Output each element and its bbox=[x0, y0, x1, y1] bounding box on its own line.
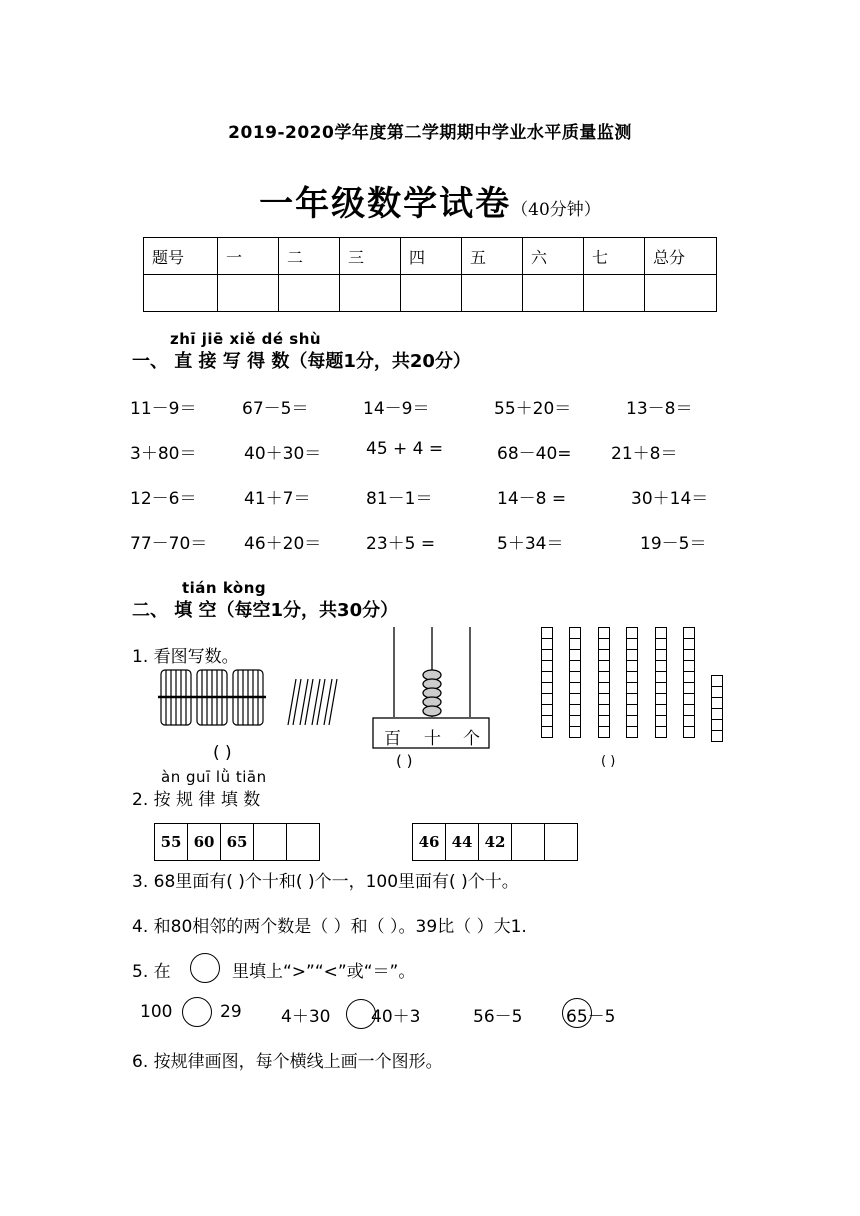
score-blank-row bbox=[144, 275, 717, 312]
score-cell[interactable] bbox=[340, 275, 401, 312]
score-table bbox=[143, 237, 717, 312]
calc-item: 81－1＝ bbox=[366, 489, 433, 509]
calc-item: 45 + 4 = bbox=[366, 439, 444, 459]
calc-item: 11－9＝ bbox=[130, 399, 197, 419]
tens-column-icon bbox=[569, 628, 581, 738]
abacus-beads-icon bbox=[423, 670, 441, 716]
q6-text: 6. 按规律画图，每个横线上画一个图形。 bbox=[132, 1052, 443, 1072]
sequence-row-1 bbox=[155, 823, 320, 861]
calc-item: 14－9＝ bbox=[363, 399, 430, 419]
calc-item: 77－70＝ bbox=[130, 534, 208, 554]
tens-column-icon bbox=[683, 628, 695, 738]
exam-header: 2019-2020学年度第二学期期中学业水平质量监测 bbox=[228, 123, 632, 143]
compare-circle-icon bbox=[190, 953, 220, 983]
sequence-row-2 bbox=[413, 823, 578, 861]
sequence-cell: 60 bbox=[187, 823, 221, 861]
answer-blank-abacus[interactable]: ( ) bbox=[396, 752, 413, 770]
score-cell[interactable] bbox=[584, 275, 645, 312]
compare-value: 4＋30 bbox=[281, 1007, 331, 1027]
score-label-row bbox=[144, 238, 717, 275]
calc-item: 67－5＝ bbox=[242, 399, 309, 419]
section2-heading: 二、 填 空（每空1分，共30分） bbox=[132, 600, 399, 621]
compare-value: 100 bbox=[140, 1002, 173, 1022]
score-label: 七 bbox=[584, 238, 645, 275]
title-duration: （40分钟） bbox=[511, 200, 601, 220]
score-label: 总分 bbox=[645, 238, 717, 275]
q5-prefix: 5. 在 bbox=[132, 962, 171, 982]
calc-item: 21＋8＝ bbox=[611, 444, 678, 464]
answer-blank-sticks[interactable]: ( ) bbox=[213, 743, 232, 763]
compare-value: 56－5 bbox=[473, 1007, 523, 1027]
sequence-blank[interactable] bbox=[544, 823, 578, 861]
tens-column-icon bbox=[626, 628, 638, 738]
stick-bundles-illustration bbox=[158, 665, 338, 735]
bundle-icon bbox=[194, 670, 230, 725]
answer-blank-squares[interactable]: ( ) bbox=[601, 754, 616, 769]
calc-item: 30＋14＝ bbox=[631, 489, 709, 509]
section1-heading: 一、 直 接 写 得 数（每题1分，共20分） bbox=[132, 351, 471, 372]
compare-value: 40＋3 bbox=[371, 1007, 421, 1027]
compare-circle[interactable] bbox=[182, 997, 212, 1027]
sequence-cell: 46 bbox=[412, 823, 446, 861]
score-label: 二 bbox=[279, 238, 340, 275]
single-sticks-icon bbox=[288, 679, 337, 725]
score-cell[interactable] bbox=[645, 275, 717, 312]
score-cell[interactable] bbox=[279, 275, 340, 312]
q2-pinyin: àn guī lǜ tiān bbox=[161, 768, 267, 786]
q3-text: 3. 68里面有( )个十和( )个一，100里面有( )个十。 bbox=[132, 872, 519, 892]
exam-title bbox=[0, 176, 860, 225]
calc-item: 14－8 = bbox=[497, 489, 567, 509]
score-cell[interactable] bbox=[401, 275, 462, 312]
bundle-icon bbox=[158, 670, 194, 725]
abacus-label-tens: 十 bbox=[424, 729, 441, 749]
calc-item: 3＋80＝ bbox=[130, 444, 197, 464]
abacus-label-ones: 个 bbox=[463, 729, 480, 749]
score-label: 题号 bbox=[144, 238, 218, 275]
score-label: 六 bbox=[523, 238, 584, 275]
compare-value: 29 bbox=[220, 1002, 242, 1022]
score-label: 一 bbox=[218, 238, 279, 275]
score-cell[interactable] bbox=[144, 275, 218, 312]
calc-item: 23＋5 = bbox=[366, 534, 436, 554]
score-cell[interactable] bbox=[523, 275, 584, 312]
calc-item: 55＋20＝ bbox=[494, 399, 572, 419]
ones-column-icon bbox=[711, 676, 723, 742]
calc-item: 40＋30＝ bbox=[244, 444, 322, 464]
title-main: 一年级数学试卷 bbox=[259, 184, 512, 224]
q4-text: 4. 和80相邻的两个数是（ ）和（ ）。39比（ ）大1. bbox=[132, 917, 527, 937]
score-cell[interactable] bbox=[462, 275, 523, 312]
tens-column-icon bbox=[541, 628, 553, 738]
calc-item: 19－5＝ bbox=[640, 534, 707, 554]
sequence-blank[interactable] bbox=[286, 823, 320, 861]
score-label: 五 bbox=[462, 238, 523, 275]
compare-value: 65－5 bbox=[566, 1007, 616, 1027]
calc-item: 12－6＝ bbox=[130, 489, 197, 509]
sequence-cell: 42 bbox=[478, 823, 512, 861]
abacus-label-hundreds: 百 bbox=[384, 729, 401, 749]
q5-suffix: 里填上“>”“<”或“＝”。 bbox=[232, 962, 416, 982]
tens-column-icon bbox=[655, 628, 667, 738]
sequence-blank[interactable] bbox=[253, 823, 287, 861]
tens-column-icon bbox=[598, 628, 610, 738]
score-label: 三 bbox=[340, 238, 401, 275]
calc-item: 5＋34＝ bbox=[497, 534, 564, 554]
calc-item: 68－40= bbox=[497, 444, 572, 464]
score-label: 四 bbox=[401, 238, 462, 275]
bundle-icon bbox=[230, 670, 266, 725]
calc-item: 41＋7＝ bbox=[244, 489, 311, 509]
score-cell[interactable] bbox=[218, 275, 279, 312]
q2-text: 2. 按 规 律 填 数 bbox=[132, 790, 261, 810]
calc-item: 13－8＝ bbox=[626, 399, 693, 419]
section1-pinyin: zhī jiē xiě dé shù bbox=[170, 330, 322, 348]
section2-pinyin: tián kòng bbox=[182, 579, 267, 597]
q1-text: 1. 看图写数。 bbox=[132, 647, 239, 667]
sequence-cell: 55 bbox=[154, 823, 188, 861]
sequence-cell: 65 bbox=[220, 823, 254, 861]
calc-item: 46＋20＝ bbox=[244, 534, 322, 554]
sequence-cell: 44 bbox=[445, 823, 479, 861]
sequence-blank[interactable] bbox=[511, 823, 545, 861]
